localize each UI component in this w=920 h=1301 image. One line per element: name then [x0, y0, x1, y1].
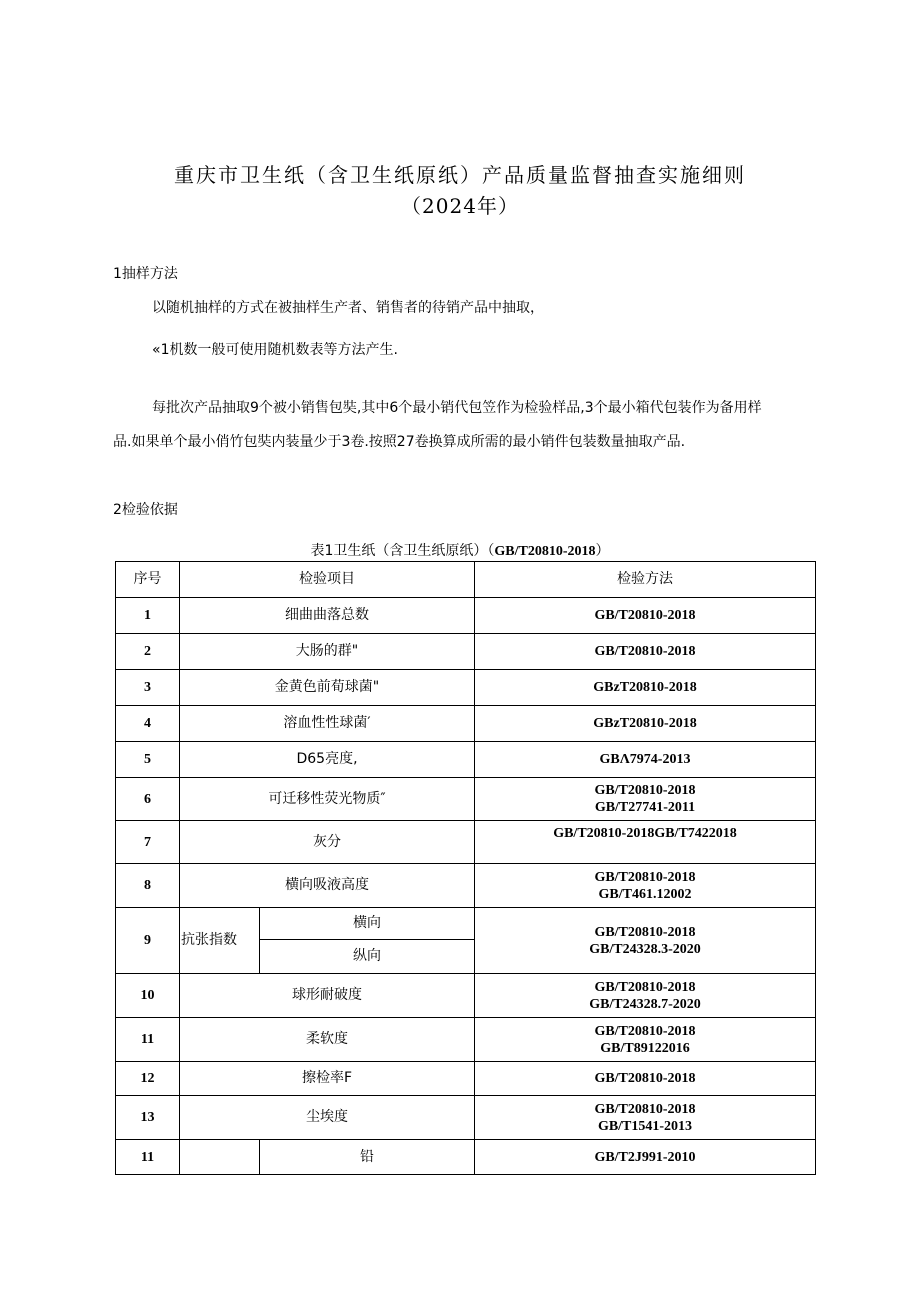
method-line: GB/T20810-2018	[594, 1071, 696, 1086]
method-line: GB/T89122016	[600, 1040, 690, 1056]
method-line: GB/T20810-2018GB/T7422018	[553, 826, 737, 841]
method-line: GB/T1541-2013	[597, 1118, 693, 1134]
method-line: GB/T20810-2018	[594, 979, 696, 995]
row-item: 细曲曲落总数	[180, 598, 475, 634]
row-no: 12	[116, 1062, 180, 1096]
table-row	[116, 598, 816, 634]
row-no: 11	[116, 1140, 180, 1175]
method-line: GB/T20810-2018	[594, 644, 696, 659]
sampling-paragraph-1: 以随机抽样的方式在被抽样生产者、销售者的待销产品中抽取，	[152, 300, 544, 316]
method-line: GB/T20810-2018	[594, 1023, 696, 1039]
method-line: GB/T20810-2018	[594, 924, 696, 940]
row-subitem-transverse: 横向	[260, 908, 475, 940]
row-item: 柔软度	[180, 1018, 475, 1062]
table-row	[116, 1062, 816, 1096]
table-row	[116, 908, 816, 940]
row-no: 6	[116, 778, 180, 821]
row-no: 10	[116, 974, 180, 1018]
row-no: 8	[116, 864, 180, 908]
method-line: GBzT20810-2018	[593, 716, 697, 731]
row-subitem-lead: 铅	[260, 1140, 475, 1175]
document-title: 重庆市卫生纸（含卫生纸原纸）产品质量监督抽查实施细则	[174, 163, 746, 187]
row-item: D65亮度,	[180, 742, 475, 778]
row-item: 溶血性性球菌′	[180, 706, 475, 742]
row-method	[475, 634, 816, 670]
table-row	[116, 1018, 816, 1062]
method-line: GBΛ7974-2013	[599, 752, 691, 767]
table-row	[116, 1140, 816, 1175]
row-no: 11	[116, 1018, 180, 1062]
table-caption-prefix: 表1卫生纸（含卫生纸原纸）（	[310, 543, 495, 559]
row-method	[475, 908, 816, 974]
method-line: GB/T2J991-2010	[594, 1149, 696, 1165]
table-row	[116, 706, 816, 742]
header-method: 检验方法	[475, 562, 816, 598]
method-line: GB/T20810-2018	[594, 608, 696, 623]
table-caption-suffix: ）	[595, 543, 610, 559]
row-item	[180, 1140, 260, 1175]
table-row	[116, 742, 816, 778]
row-item: 抗张指数	[180, 908, 260, 974]
row-no: 1	[116, 598, 180, 634]
method-line: GB/T20810-2018	[594, 1101, 696, 1117]
inspection-table	[115, 561, 816, 1175]
method-line: GB/T461.12002	[598, 886, 692, 902]
table-row	[116, 670, 816, 706]
table-header-row	[116, 562, 816, 598]
row-method	[475, 974, 816, 1018]
row-item: 球形耐破度	[180, 974, 475, 1018]
section-heading-sampling: 1抽样方法	[113, 266, 178, 282]
row-method	[475, 1140, 816, 1175]
table-row	[116, 821, 816, 864]
sampling-paragraph-3-line2: 品.如果单个最小俏竹包奘内装量少于3卷.按照27卷换算成所需的最小销件包装数量抽取产品.	[113, 434, 686, 450]
row-method	[475, 670, 816, 706]
row-method	[475, 1018, 816, 1062]
table-row	[116, 864, 816, 908]
row-method	[475, 1096, 816, 1140]
table-row	[116, 1096, 816, 1140]
table-row	[116, 634, 816, 670]
sampling-paragraph-3-line1: 每批次产品抽取9个被小销售包奘,其中6个最小销代包笠作为检验样品,3个最小箱代包装作为备用样	[152, 400, 762, 416]
table-row	[116, 778, 816, 821]
row-method	[475, 821, 816, 864]
row-no: 5	[116, 742, 180, 778]
row-method	[475, 742, 816, 778]
row-method	[475, 598, 816, 634]
row-subitem-longitudinal: 纵向	[260, 940, 475, 974]
row-item: 尘埃度	[180, 1096, 475, 1140]
table-caption	[0, 540, 920, 560]
row-item: 灰分	[180, 821, 475, 864]
method-line: GB/T24328.7-2020	[589, 996, 701, 1012]
row-item: 金黄色前荀球菌"	[180, 670, 475, 706]
header-no: 序号	[116, 562, 180, 598]
row-no: 7	[116, 821, 180, 864]
row-no: 9	[116, 908, 180, 974]
section-heading-basis: 2检验依据	[113, 502, 178, 518]
method-line: GB/T27741-2011	[594, 800, 696, 815]
row-item: 横向吸液高度	[180, 864, 475, 908]
table-row	[116, 974, 816, 1018]
table-caption-code: GB/T20810-2018	[494, 544, 596, 559]
method-line: GB/T20810-2018	[594, 869, 696, 885]
row-item: 可迁移性荧光物质″	[180, 778, 475, 821]
row-item: 大肠的群"	[180, 634, 475, 670]
row-method	[475, 1062, 816, 1096]
method-line: GB/T20810-2018	[594, 783, 696, 798]
row-no: 13	[116, 1096, 180, 1140]
sampling-paragraph-2: «1机数一般可使用随机数表等方法产生.	[152, 342, 398, 358]
row-item: 擦检率F	[180, 1062, 475, 1096]
row-method	[475, 778, 816, 821]
row-method	[475, 864, 816, 908]
method-line: GB/T24328.3-2020	[589, 941, 701, 957]
row-method	[475, 706, 816, 742]
row-no: 3	[116, 670, 180, 706]
row-no: 2	[116, 634, 180, 670]
row-no: 4	[116, 706, 180, 742]
document-year: （2024年）	[401, 194, 519, 218]
method-line: GBzT20810-2018	[593, 680, 697, 695]
header-item: 检验项目	[180, 562, 475, 598]
